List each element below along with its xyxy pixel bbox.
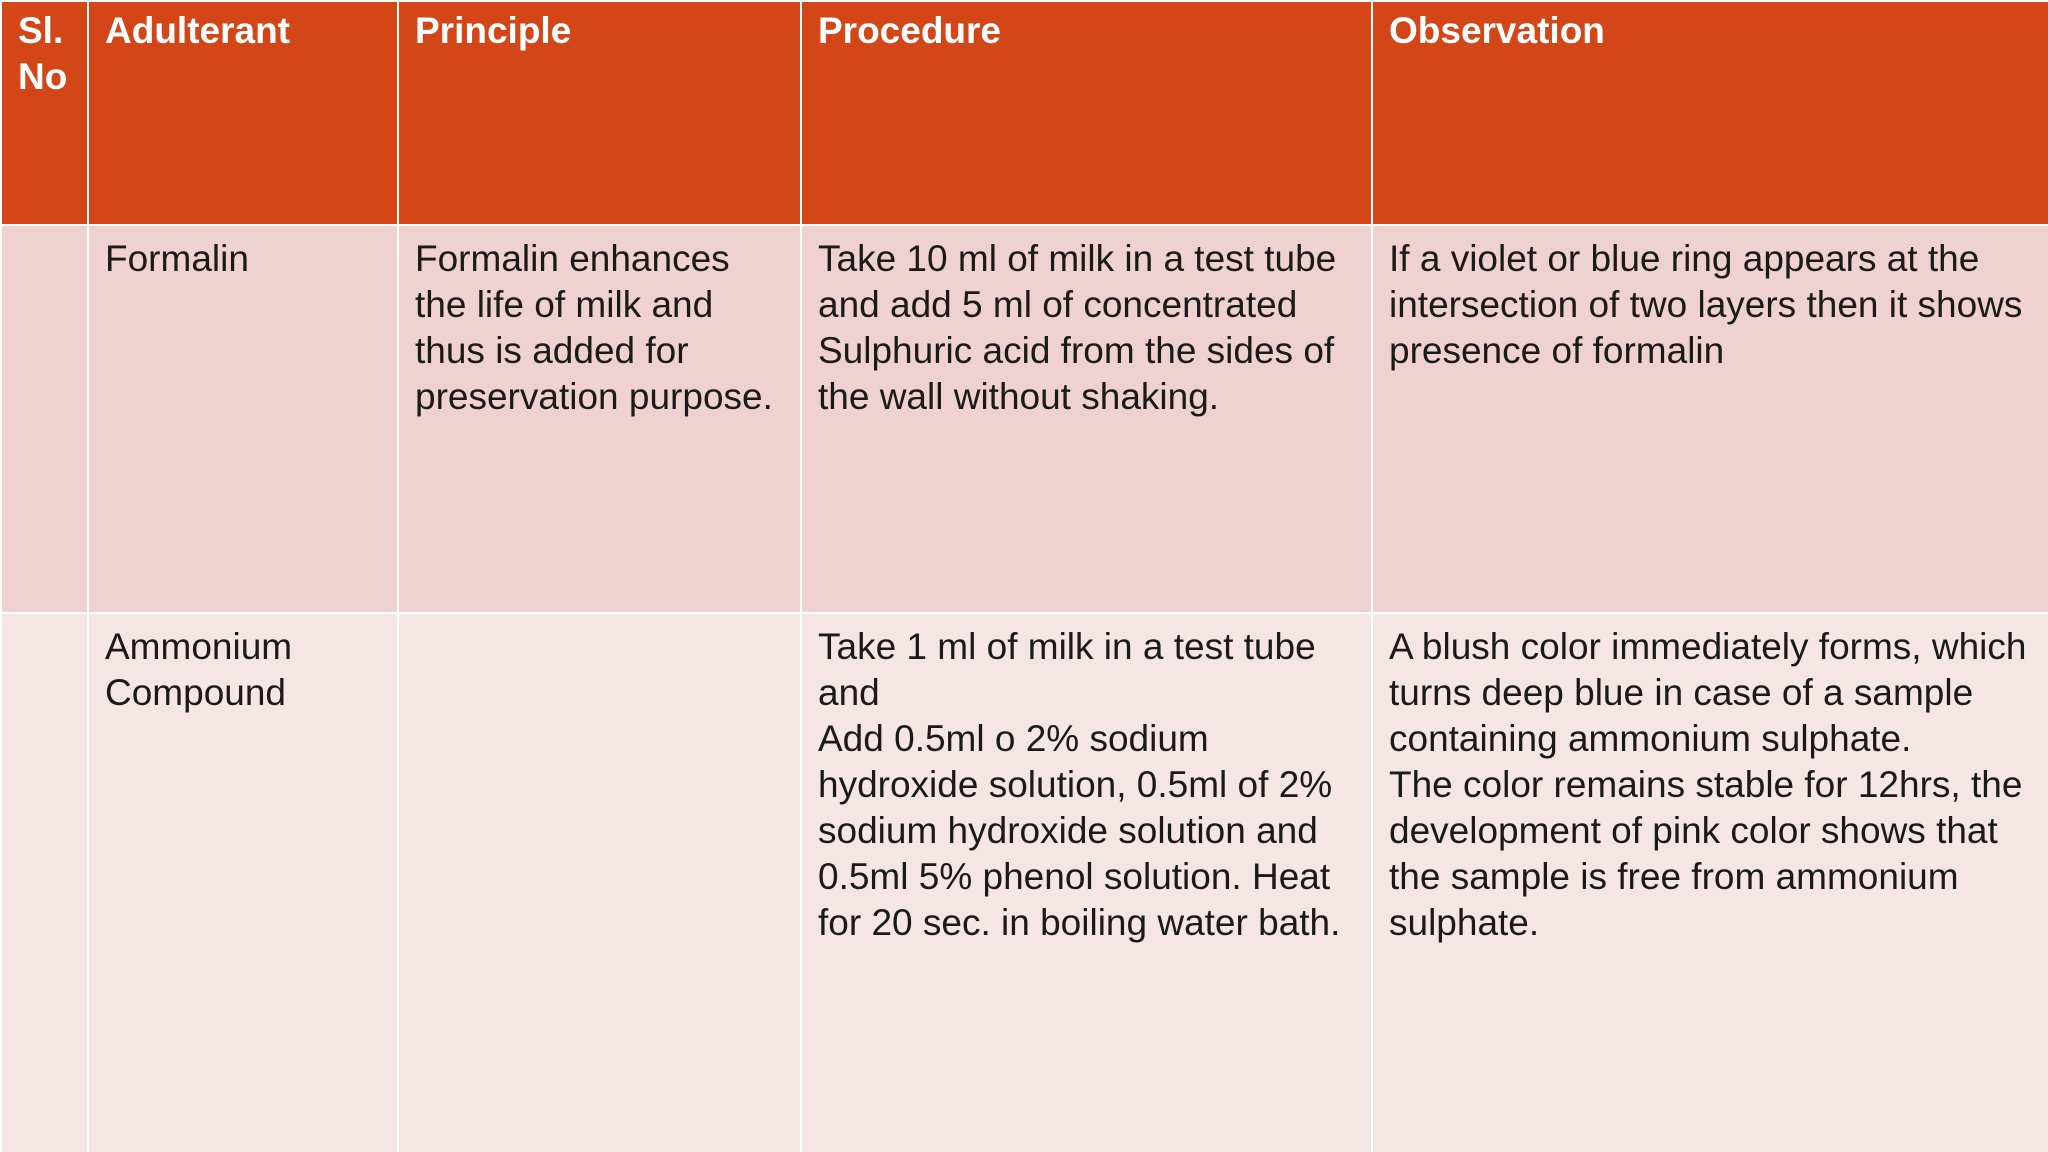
table-row: [1, 613, 2048, 1152]
table-header: [1, 1, 2048, 225]
table-body: [1, 225, 2048, 1152]
cell-observation: A blush color immediately forms, which turns deep blue in case of a sample containing ammonium sulphate. The color remains stable for 12hrs, the development of pink color shows that the sample is free from ammonium sulphate.: [1372, 613, 2048, 1152]
cell-principle: Formalin enhances the life of milk and thus is added for preservation purpose.: [398, 225, 801, 613]
table-row: [1, 225, 2048, 613]
cell-slno: [1, 613, 88, 1152]
cell-procedure: Take 10 ml of milk in a test tube and add 5 ml of concentrated Sulphuric acid from the sides of the wall without shaking.: [801, 225, 1372, 613]
header-slno: Sl. No: [1, 1, 88, 225]
cell-observation: If a violet or blue ring appears at the intersection of two layers then it shows presence of formalin: [1372, 225, 2048, 613]
header-principle: Principle: [398, 1, 801, 225]
header-adulterant: Adulterant: [88, 1, 398, 225]
header-procedure: Procedure: [801, 1, 1372, 225]
cell-principle: [398, 613, 801, 1152]
cell-procedure: Take 1 ml of milk in a test tube and Add 0.5ml o 2% sodium hydroxide solution, 0.5ml of 2% sodium hydroxide solution and 0.5ml 5% phenol solution. Heat for 20 sec. in boiling water bath.: [801, 613, 1372, 1152]
header-row: [1, 1, 2048, 225]
header-observation: Observation: [1372, 1, 2048, 225]
cell-adulterant: Formalin: [88, 225, 398, 613]
cell-adulterant: Ammonium Compound: [88, 613, 398, 1152]
cell-slno: [1, 225, 88, 613]
